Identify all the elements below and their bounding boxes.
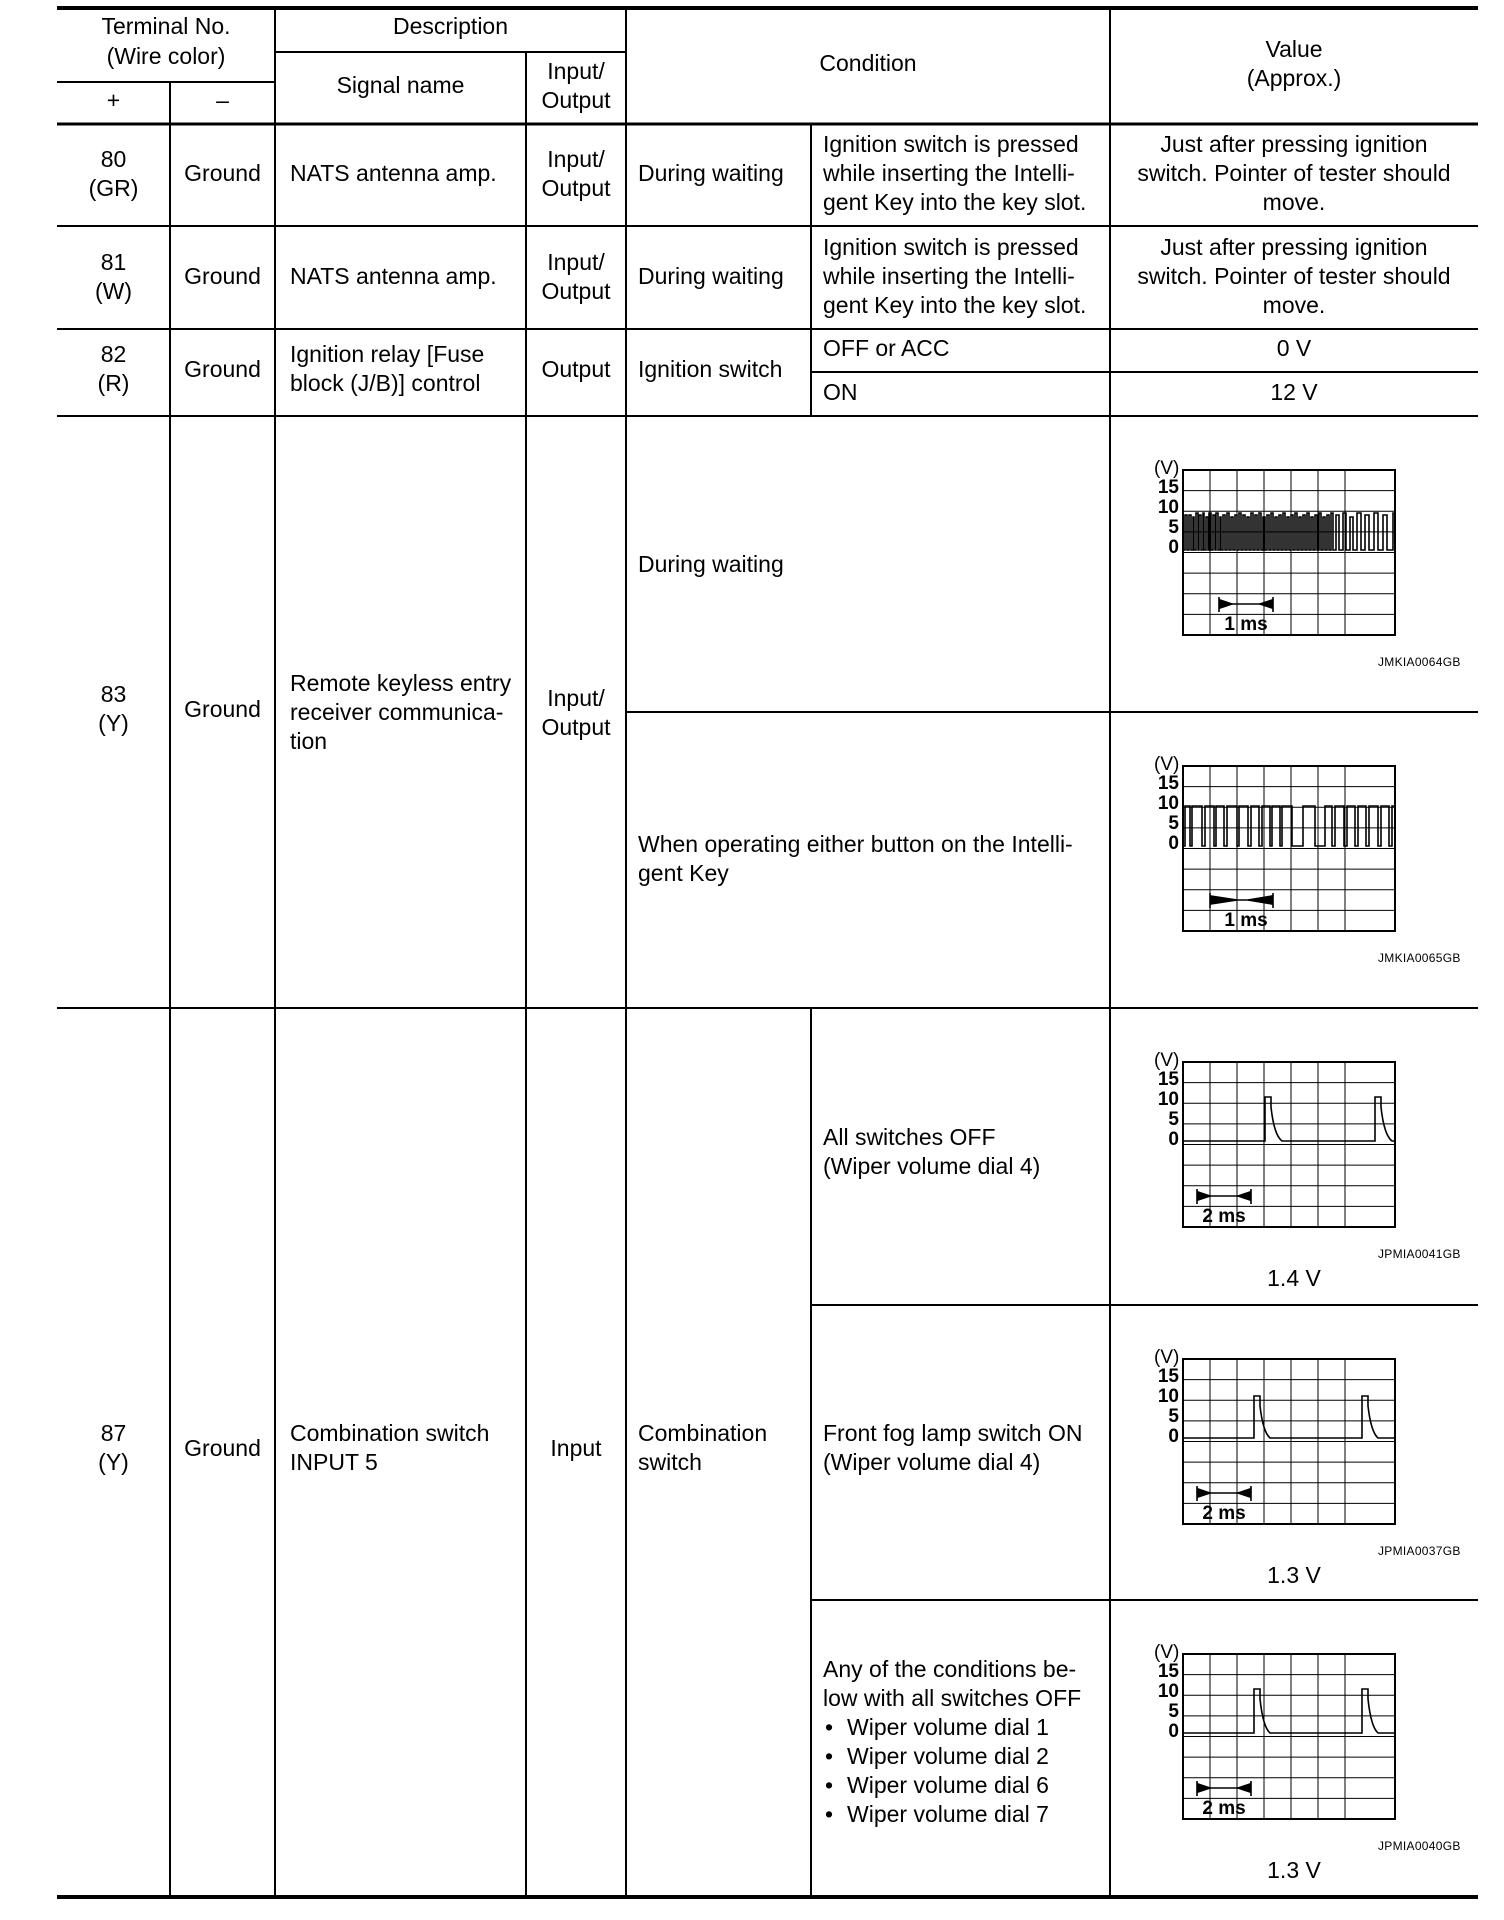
value-81: Just after pressing ignition	[1160, 234, 1428, 260]
minus-87: Ground	[184, 1435, 261, 1461]
scope-87-any-tick-0: 0	[1168, 1721, 1179, 1742]
minus-83: Ground	[184, 696, 261, 722]
scope-87-any-unit: (V)	[1154, 1642, 1180, 1663]
condition-82: Ignition switch	[638, 356, 783, 382]
value-87-all-off: 1.4 V	[1267, 1265, 1321, 1291]
io-80-2: Output	[541, 175, 611, 201]
condition-detail-81-2: while inserting the Intelli-	[823, 263, 1075, 289]
wiper-dial-list	[823, 1713, 1049, 1829]
scope-87-any-tick-5: 5	[1168, 1701, 1179, 1722]
scope-83-button-unit: (V)	[1154, 754, 1180, 775]
condition-81: During waiting	[638, 263, 784, 289]
condition-detail-80-3: gent Key into the key slot.	[823, 189, 1087, 215]
signal-87-2: INPUT 5	[290, 1449, 378, 1475]
wire-color-87: (Y)	[98, 1449, 129, 1475]
figure-code-87-all-off: JPMIA0041GB	[1378, 1247, 1461, 1261]
condition-detail-87-any-2: low with all switches OFF	[823, 1685, 1082, 1711]
condition-detail-80-2: while inserting the Intelli-	[823, 160, 1075, 186]
scope-83-waiting	[1110, 455, 1478, 655]
wire-color-83: (Y)	[98, 710, 129, 736]
signal-82-2: block (J/B)] control	[290, 370, 481, 396]
header-minus: –	[216, 87, 229, 113]
scope-87-all-off-unit: (V)	[1154, 1050, 1180, 1071]
io-81-2: Output	[541, 278, 611, 304]
scope-83-button-wave	[1183, 806, 1395, 846]
scope-83-button-timebase: 1 ms	[1224, 910, 1268, 931]
terminal-83: 83	[100, 681, 127, 707]
io-83: Input/	[547, 685, 605, 711]
scope-87-fog-tick-10: 10	[1157, 1386, 1179, 1407]
header-wire-color: (Wire color)	[106, 43, 226, 69]
scope-87-fog-timebase: 2 ms	[1202, 1503, 1246, 1524]
terminal-81: 81	[100, 249, 127, 275]
signal-81: NATS antenna amp.	[290, 263, 497, 289]
list-item: • Wiper volume dial 6	[823, 1771, 1049, 1800]
scope-87-any-timebase: 2 ms	[1202, 1798, 1246, 1819]
scope-87-fog-wave	[1183, 1396, 1395, 1438]
scope-87-fog-tick-0: 0	[1168, 1426, 1179, 1447]
scope-83-waiting-unit: (V)	[1154, 458, 1180, 479]
list-item: • Wiper volume dial 7	[823, 1800, 1049, 1829]
condition-detail-81-3: gent Key into the key slot.	[823, 292, 1087, 318]
scope-83-button-tick-10: 10	[1157, 793, 1179, 814]
scope-87-fog-tick-5: 5	[1168, 1406, 1179, 1427]
condition-detail-81: Ignition switch is pressed	[823, 234, 1079, 260]
wire-color-82: (R)	[97, 370, 130, 396]
scope-87-all-off-tick-0: 0	[1168, 1129, 1179, 1150]
scope-83-waiting-tick-0: 0	[1168, 537, 1179, 558]
scope-83-button	[1110, 751, 1478, 951]
condition-detail-87-any: Any of the conditions be-	[823, 1656, 1077, 1682]
scope-87-all-off-tick-15: 15	[1157, 1069, 1179, 1090]
header-terminal-no: Terminal No.	[101, 13, 231, 39]
io-81: Input/	[547, 249, 605, 275]
value-82-off: 0 V	[1276, 335, 1312, 361]
scope-87-all-off-tick-10: 10	[1157, 1089, 1179, 1110]
condition-83-button-2: gent Key	[638, 860, 729, 886]
condition-83-button: When operating either button on the Intelli-	[638, 831, 1073, 857]
condition-detail-87-fog-2: (Wiper volume dial 4)	[823, 1449, 1041, 1475]
scope-87-fog-unit: (V)	[1154, 1347, 1180, 1368]
list-item: • Wiper volume dial 2	[823, 1742, 1049, 1771]
scope-87-any-tick-10: 10	[1157, 1681, 1179, 1702]
scope-87-any	[1110, 1639, 1478, 1839]
scope-87-fog	[1110, 1344, 1478, 1544]
condition-detail-82-off: OFF or ACC	[823, 335, 950, 361]
signal-80: NATS antenna amp.	[290, 160, 497, 186]
scope-83-button-tick-15: 15	[1157, 773, 1179, 794]
condition-detail-80: Ignition switch is pressed	[823, 131, 1079, 157]
io-83-2: Output	[541, 714, 611, 740]
figure-code-87-any: JPMIA0040GB	[1378, 1839, 1461, 1853]
condition-detail-82-on: ON	[823, 379, 858, 405]
value-81-3: move.	[1262, 292, 1326, 318]
signal-82: Ignition relay [Fuse	[290, 341, 485, 367]
signal-83-3: tion	[290, 728, 328, 754]
wire-color-81: (W)	[94, 278, 133, 304]
io-80: Input/	[547, 146, 605, 172]
condition-87-2: switch	[638, 1449, 702, 1475]
figure-code-83-waiting: JMKIA0064GB	[1378, 655, 1461, 669]
scope-83-waiting-tick-15: 15	[1157, 477, 1179, 498]
condition-detail-87-all-off: All switches OFF	[823, 1124, 996, 1150]
scope-83-waiting-tick-5: 5	[1168, 517, 1179, 538]
value-80-2: switch. Pointer of tester should	[1137, 160, 1451, 186]
condition-detail-87-fog: Front fog lamp switch ON	[823, 1420, 1083, 1446]
header-plus: +	[106, 87, 121, 113]
header-input-output-2: Output	[541, 87, 611, 113]
terminal-80: 80	[100, 146, 127, 172]
value-80-3: move.	[1262, 189, 1326, 215]
scope-83-button-tick-0: 0	[1168, 833, 1179, 854]
signal-83-2: receiver communica-	[290, 699, 504, 725]
scope-83-waiting-tick-10: 10	[1157, 497, 1179, 518]
scope-83-waiting-timebase: 1 ms	[1224, 614, 1268, 635]
value-87-any: 1.3 V	[1267, 1857, 1321, 1883]
scope-87-all-off-timebase: 2 ms	[1202, 1206, 1246, 1227]
value-80: Just after pressing ignition	[1160, 131, 1428, 157]
scope-87-fog-tick-15: 15	[1157, 1366, 1179, 1387]
scope-87-any-tick-15: 15	[1157, 1661, 1179, 1682]
signal-83: Remote keyless entry	[290, 670, 512, 696]
wire-color-80: (GR)	[88, 175, 139, 201]
terminal-82: 82	[100, 341, 127, 367]
condition-83-waiting: During waiting	[638, 551, 784, 577]
scope-87-all-off	[1110, 1047, 1478, 1247]
header-signal-name: Signal name	[336, 72, 465, 98]
io-82: Output	[541, 356, 611, 382]
header-input-output: Input/	[547, 58, 605, 84]
terminal-87: 87	[100, 1420, 127, 1446]
condition-detail-87-all-off-2: (Wiper volume dial 4)	[823, 1153, 1041, 1179]
figure-code-87-fog: JPMIA0037GB	[1378, 1544, 1461, 1558]
figure-code-83-button: JMKIA0065GB	[1378, 951, 1461, 965]
condition-87: Combination	[638, 1420, 768, 1446]
minus-80: Ground	[184, 160, 261, 186]
signal-87: Combination switch	[290, 1420, 490, 1446]
value-87-fog: 1.3 V	[1267, 1562, 1321, 1588]
minus-81: Ground	[184, 263, 261, 289]
header-condition: Condition	[819, 50, 917, 76]
condition-80: During waiting	[638, 160, 784, 186]
minus-82: Ground	[184, 356, 261, 382]
header-approx: (Approx.)	[1246, 65, 1342, 91]
header-description: Description	[392, 13, 509, 39]
io-87: Input	[550, 1435, 602, 1461]
scope-87-all-off-tick-5: 5	[1168, 1109, 1179, 1130]
header-value: Value	[1265, 36, 1323, 62]
list-item: • Wiper volume dial 1	[823, 1713, 1049, 1742]
scope-83-button-tick-5: 5	[1168, 813, 1179, 834]
value-81-2: switch. Pointer of tester should	[1137, 263, 1451, 289]
value-82-on: 12 V	[1270, 379, 1318, 405]
